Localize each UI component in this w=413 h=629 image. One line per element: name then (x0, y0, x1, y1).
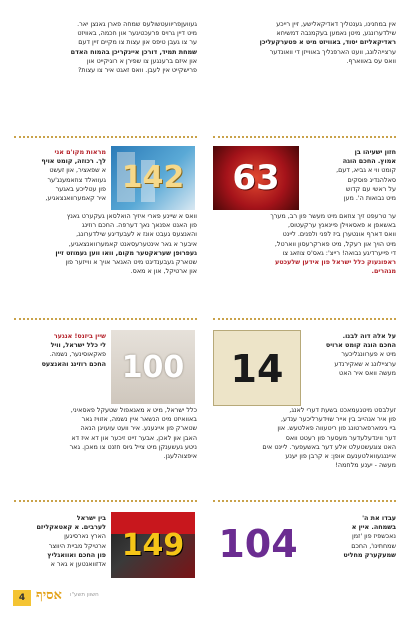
text-line: באוואיזט מיט הנשאר איין נשמה, אזוויז גאר (81, 415, 197, 424)
divider (14, 318, 197, 320)
top-right-text (213, 20, 396, 66)
text-line: שטארק געבענדיגט מיט האנאר אויך א ווייזער פון (65, 258, 197, 267)
article-100-body (14, 406, 197, 461)
text-line: זעלבסט מיטגעמאכט בשעת דערי לאנג, (289, 406, 396, 414)
image-14 (213, 330, 301, 406)
text-line: האט צוגעשטעלט אלע דער באשעפער. ליינט אים (262, 442, 396, 451)
image-63 (213, 146, 299, 210)
text-line: ער טרעפט זיך צוזאם מיט מעשר פון רב, מערך (270, 212, 396, 220)
text-line: באשאפן א פאסאוילן פיינאנץ ערקעטוס, (287, 221, 396, 230)
text-line: מיט דיין גרויס פרעכטיגער און חכמה, באוויזט (77, 29, 197, 38)
article-142-body (14, 212, 197, 276)
text-line: און איזם ברענגען צו שפירן א רוגיקייט און (86, 56, 197, 65)
article-100 (14, 332, 106, 369)
number-104: 104 (218, 522, 298, 566)
divider (14, 500, 197, 502)
text-line: ראפונעוק כלל ישראל פון אידען שלעכטע (274, 258, 396, 267)
text-line: פון החכם ואוואגליץ (47, 550, 106, 559)
text-line: ערצייהלונג, וועט הארפנליך באווייזן די וואונדער (269, 47, 396, 56)
text-line: כלל ישראל, מיט א מאנאפול שטעקל פאסאיני, (70, 406, 197, 414)
article-heading: שיין ביזנס! אנגער (53, 332, 106, 340)
article-heading: מראות מקו'ם אני (54, 148, 106, 156)
text-line: ראדיקאליזם יסוד, באוויזט מיט א פטערקעליכן (259, 38, 396, 47)
article-142 (14, 148, 106, 203)
number-142: 142 (121, 160, 185, 195)
text-line: האבן און לאכן, אבער זייט זיכער און דא איז דא (71, 433, 197, 442)
text-line: מיט הויך און רעקל, מיט פארקרעסון ווארטל, (274, 239, 396, 248)
image-142 (111, 146, 195, 210)
text-line: נאכשפיז פון 'זמן (352, 532, 396, 541)
text-line: ארטיקל מביית היווצר (48, 541, 106, 550)
article-lead: לך. רכוזה, קומט אויף (41, 157, 106, 166)
image-104 (213, 512, 303, 578)
text-line: קומט ווי א גביא, דעם, (336, 166, 396, 175)
text-line: החכם רוזינג והאנצעס (41, 359, 106, 368)
top-left-text (14, 20, 197, 75)
text-line: מגהרים. (371, 267, 396, 276)
text-line: פון איר אנהייב בין אייר שוידערליכער ענדע, (280, 415, 396, 424)
text-line: געוועןפריוועטשולעס שמחה פארן גאנצן יאר. (77, 20, 197, 28)
text-line: א שפאציר, און זעשט (49, 166, 106, 175)
text-line: מיט נבואות ה'. מען (343, 194, 396, 203)
text-line: ניטע געשענקן מיט צייל גיוס חזנט צו מאכן. גאר (69, 442, 197, 451)
article-63 (304, 148, 396, 203)
article-104 (306, 514, 396, 560)
image-149 (111, 512, 195, 578)
article-heading: עבדו את ה' (362, 514, 396, 522)
number-149: 149 (121, 528, 185, 563)
article-heading: על אלה דוה לבנו. (342, 332, 396, 340)
text-line: ביי גימארפארטונג פון ריטעווה פאלטעש. און (277, 424, 396, 433)
text-line: שמעקערק מחליט (343, 550, 396, 559)
article-149 (14, 514, 106, 569)
text-line: מעשה - יענע מלחמה! (335, 461, 396, 470)
text-line: סאלהנדיג פוסקים (347, 175, 396, 184)
text-line: פרישקייט אין לעבן. וואס זאגט איר צו עצות? (78, 66, 197, 75)
text-line: ער צו געבן טיפס און עצות צו מקיים זיין דעם (78, 38, 197, 47)
text-line: פון עטליכע באגער (55, 184, 106, 193)
article-heading: בין ישראל (76, 514, 106, 522)
article-lead: החכם הוגה קומט ארויס (325, 341, 396, 350)
article-lead: בשמחה. איין א (351, 523, 396, 532)
text-line: שטארק פון אייגענע. איר וועט עועויגן הנאה (80, 424, 197, 433)
text-line: איפצוהלעגן. (163, 452, 197, 461)
text-line: איבער א גאר אינטערעסאנט קאמערוואנצאגיע, (68, 239, 197, 248)
text-line: מעשה וואס איר האט (339, 368, 396, 377)
text-line: דער ווינדעלעדער מעסער פון רעטט וואס (285, 433, 396, 442)
text-line: וואס עס באווארף. (346, 56, 396, 65)
article-14 (304, 332, 396, 378)
article-14-body (213, 406, 396, 470)
text-line: געוואלד צוזאמענג'ער (47, 175, 106, 184)
text-line: און ארטיקל, און א מאס. (130, 267, 197, 276)
divider (14, 136, 197, 138)
divider (213, 500, 396, 502)
brand-logo: אסיף (36, 588, 62, 603)
text-line: די פייערדיגע נבואה! רייצ': גאס'ס צוזאג צו (282, 248, 396, 257)
text-line: פון האנט אפנאך נאך דערפה. החכם רוזינג (81, 221, 197, 230)
article-lead: אמוץ. החכם הוגה (342, 157, 396, 166)
page-number: 4 (13, 590, 31, 606)
text-line: אין במחנינו, גענטליך דאדיקאלישע, זיין רייכע (276, 20, 396, 28)
number-14: 14 (230, 347, 284, 391)
text-line: אדזוואנטען א גאר א (50, 560, 106, 569)
number-100: 100 (121, 350, 185, 385)
article-lead: לי כלל ישראל, וויל (50, 341, 106, 350)
text-line: שילדערונגע, מיטן נאמען בעקמנבה דמשיחא (276, 29, 396, 38)
divider (213, 136, 396, 138)
article-63-body (213, 212, 396, 276)
text-line: אייננגעוואלטענעם אופן: א קרבן פון יענע (285, 452, 396, 461)
text-line: הארץ נארסיגען (64, 532, 106, 541)
text-line: וואס א שיינע פארי איזיך הואלסאן געקערט גאנץ (66, 212, 197, 220)
number-63: 63 (232, 158, 280, 198)
article-heading: חזון ישעיהו בן (354, 148, 396, 156)
text-line: והאנצעס געבט אונז א לעבעדיגע שילדערונג, (76, 230, 197, 239)
article-lead: לערבים. א קאטאקליזם (36, 523, 106, 532)
text-line: שמחתינו', החכם (351, 541, 396, 550)
text-line: ערציילונג א שאקירנדע (334, 359, 396, 368)
image-100 (111, 330, 195, 404)
text-line: געפרופן שעראקטער מקום, וואו ווען געמוזט זיין (55, 248, 197, 257)
text-line: פאקאוסינער, נשמה. (49, 350, 106, 359)
text-line: וואס דארף אונטערן ביז לפני ולפנים. ליינט (282, 230, 396, 239)
divider (213, 318, 396, 320)
text-line: שמחת תמיד, דורכן איינקריכן בהמוח האדם (70, 47, 197, 56)
text-line: מיט א פערוונגליכער (341, 350, 396, 359)
text-line: איר קאמערוואנצאגיע, (45, 194, 106, 203)
text-line: על ראשי עם קדוש (345, 184, 396, 193)
issue-label: חשוון תשע"ו (70, 592, 99, 598)
